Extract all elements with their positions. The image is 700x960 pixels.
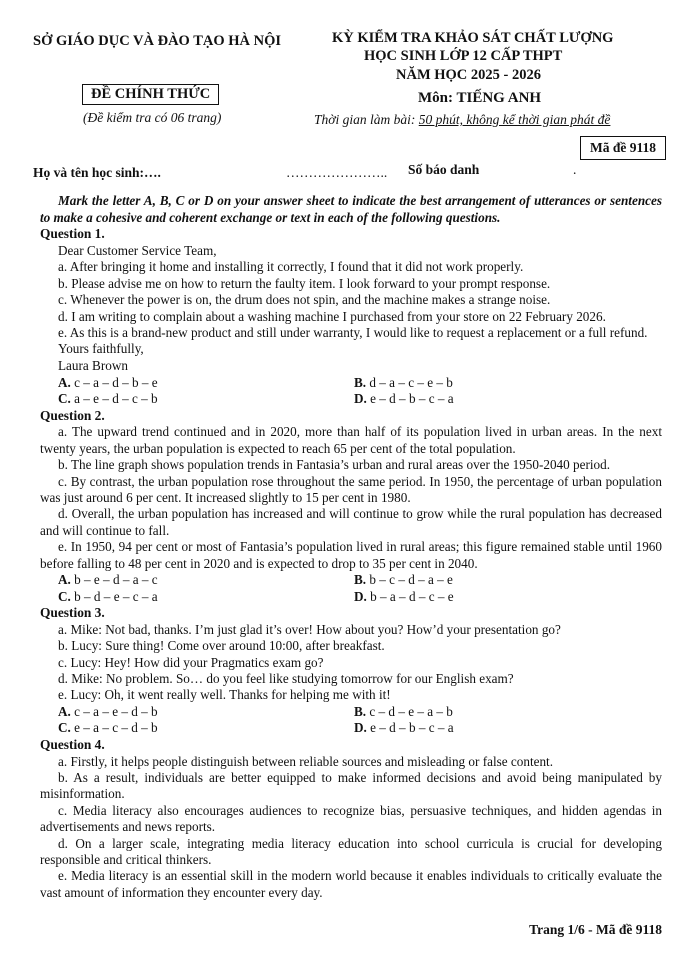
exam-title-line1: KỲ KIỂM TRA KHẢO SÁT CHẤT LƯỢNG [332,30,614,46]
question-3-item-c: c. Lucy: Hey! How did your Pragmatics exam go? [58,654,324,670]
subject: Môn: TIẾNG ANH [418,90,542,106]
question-3-item-d: d. Mike: No problem. So… do you feel like studying tomorrow for our English exam? [58,671,514,687]
question-4-item-a: a. Firstly, it helps people distinguish between reliable sources and misleading or false content. [58,753,554,769]
question-3-item-e: e. Lucy: Oh, it went really well. Thanks for helping me with it! [58,687,391,703]
question-4-title: Question 4. [40,737,105,753]
time-info [314,112,610,128]
question-3-title: Question 3. [40,605,105,621]
question-3-option-b[interactable]: B. c – d – e – a – b [354,703,453,719]
question-2-option-a[interactable]: A. b – e – d – a – c [58,572,158,588]
exam-title-line2: HỌC SINH LỚP 12 CẤP THPT [364,48,563,64]
time-label: Thời gian làm bài: [314,112,419,127]
question-2-item-c: c. By contrast, the urban population rose throughout the same period. In 1950, the percentage of urban population was just around 6 per cent. It increased slightly to 15 per cent in 1980. [40,473,662,505]
question-3-options-row-2 [40,720,662,737]
question-1-closing: Yours faithfully, [58,341,144,357]
question-2-item-a: a. The upward trend continued and in 2020, more than half of its population lived in urban areas. In the next twenty years, the urban population is expected to reach 65 per cent of the total population. [40,424,662,456]
question-1-item-b: b. Please advise me on how to return the faulty item. I look forward to your prompt response. [58,275,551,291]
question-3-option-a[interactable]: A. c – a – e – d – b [58,703,158,719]
question-1-item-c: c. Whenever the power is on, the drum does not spin, and the machine makes a strange noise. [58,292,551,308]
page-count-note: (Đề kiểm tra có 06 trang) [83,110,222,125]
question-2-option-c[interactable]: C. b – d – e – c – a [58,588,158,604]
instruction: Mark the letter A, B, C or D on your answer sheet to indicate the best arrangement of utterances or sentences to make a cohesive and coherent exchange or text in each of the following questions. [40,193,662,225]
question-3-option-d[interactable]: D. e – d – b – c – a [354,720,454,736]
question-2-item-b: b. The line graph shows population trends in Fantasia’s urban and rural areas over the 1950-2040 period. [58,457,611,473]
question-1-item-d: d. I am writing to complain about a washing machine I purchased from your store on 22 February 2026. [58,308,606,324]
question-1-item-a: a. After bringing it home and installing it correctly, I found that it did not work properly. [58,259,524,275]
question-4-item-d: d. On a larger scale, integrating media literacy education into school curricula is crucial for developing responsible and critical thinkers. [40,835,662,868]
question-2-option-d[interactable]: D. b – a – d – c – e [354,588,454,604]
official-label: ĐỀ CHÍNH THỨC [82,84,219,105]
school-year: NĂM HỌC 2025 - 2026 [396,67,541,83]
department-name: SỞ GIÁO DỤC VÀ ĐÀO TẠO HÀ NỘI [33,33,282,49]
student-id-dot: . [573,162,577,177]
question-1-option-b[interactable]: B. d – a – c – e – b [354,374,453,390]
question-3-option-c[interactable]: C. e – a – c – d – b [58,720,158,736]
question-2-options-row-2 [40,589,662,606]
question-2-item-d: d. Overall, the urban population has increased and will continue to grow while the rural population has decreased and will continue to fall. [40,506,662,538]
time-value: 50 phút, không kể thời gian phát đề [418,112,611,127]
question-2-item-e: e. In 1950, 94 per cent or most of Fantasia’s population lived in rural areas; this figure remained stable until 1960 before falling to 48 per cent in 2020 and is expected to drop to 35 per cent in 2040. [40,539,662,571]
question-1-option-a[interactable]: A. c – a – d – b – e [58,374,158,390]
question-3-item-b: b. Lucy: Sure thing! Come over around 10:00, after breakfast. [58,638,385,654]
exam-code: Mã đề 9118 [580,136,666,160]
student-id-label: Số báo danh [408,162,480,177]
question-4-item-b: b. As a result, individuals are better equipped to make informed decisions and avoid being manipulated by misinformation. [40,770,662,802]
question-3-options-row-1 [40,704,662,721]
question-3-item-a: a. Mike: Not bad, thanks. I’m just glad it’s over! How about you? How’d your presentation go? [58,621,561,637]
question-2-option-b[interactable]: B. b – c – d – a – e [354,572,453,588]
question-2-title: Question 2. [40,407,105,423]
question-1-option-c[interactable]: C. a – e – d – c – b [58,391,158,407]
question-4-item-c: c. Media literacy also encourages audiences to recognize bias, persuasive techniques, and hidden agendas in advertisements and news reports. [40,802,662,835]
question-1-options-row-1 [40,375,662,392]
question-body [40,193,662,901]
page-footer: Trang 1/6 - Mã đề 9118 [529,922,662,937]
student-name-label: Họ và tên học sinh:…. [33,165,161,180]
question-1-options-row-2 [40,391,662,408]
question-1-item-e: e. As this is a brand-new product and still under warranty, I would like to request a replacement or a full refund. [58,325,648,340]
question-1-title: Question 1. [40,226,105,242]
question-2-options-row-1 [40,572,662,589]
question-1-signature: Laura Brown [58,358,128,373]
question-1-option-d[interactable]: D. e – d – b – c – a [354,391,454,407]
question-4-item-e: e. Media literacy is an essential skill in the modern world because it enables individuals to critically evaluate the vast amount of information they encounter every day. [40,868,662,900]
student-name-dots: ………………….. [286,165,388,180]
question-1-greeting: Dear Customer Service Team, [58,242,217,258]
